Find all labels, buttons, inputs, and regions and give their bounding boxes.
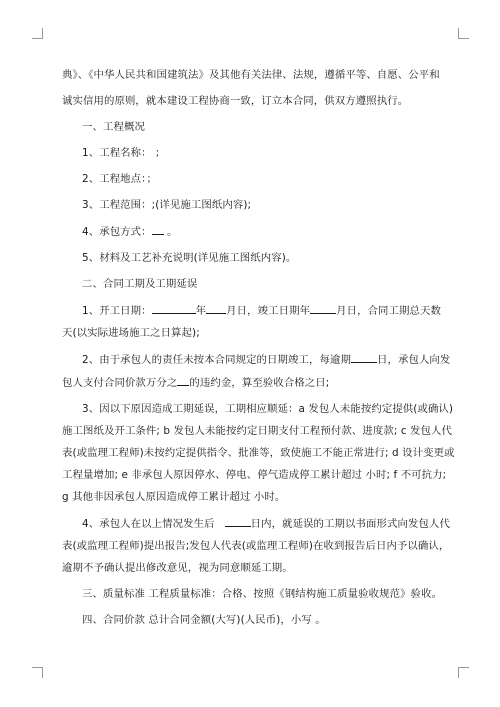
- paragraph-line: [62, 374, 442, 391]
- text-run: 日内，就延误的工期以书面形式向发包人代: [250, 518, 450, 530]
- paragraph-line: 施工图纸及开工条件; b 发包人未能按约定日期支付工程预付款、进度款; c 发包人代: [62, 425, 452, 437]
- blank-field: [206, 302, 226, 314]
- paragraph-line: 三、质量标准 工程质量标准：合格、按照《钢结构施工质量验收规范》验收。: [82, 588, 443, 600]
- blank-field: [177, 374, 189, 386]
- paragraph-line: 典》、《中华人民共和国建筑法》及其他有关法律、法规，遵循平等、自愿、公平和: [62, 69, 440, 81]
- paragraph-line: 逾期不予确认提出修改意见，视为同意顺延工期。: [62, 562, 293, 574]
- paragraph-line: 3、因以下原因造成工期延误，工期相应顺延：a 发包人未能按约定提供(或确认): [82, 403, 454, 415]
- blank-field: [310, 302, 336, 314]
- text-run: 4、承包人在以上情况发生后: [82, 518, 215, 530]
- crop-mark-bottom-left: [32, 667, 43, 678]
- paragraph-line: g 其他非因承包人原因造成停工累计超过 小时。: [62, 491, 286, 503]
- text-run: 年: [195, 305, 207, 317]
- crop-mark-top-left: [32, 28, 43, 39]
- list-item: 2、工程地点：；: [82, 173, 157, 185]
- item-label: 4、承包方式：: [82, 226, 152, 238]
- text-run: 月日，合同工期总天数: [336, 305, 441, 317]
- text-run: 日，承包人向发: [376, 354, 451, 366]
- text-run: 月日，竣工日期年: [226, 305, 311, 317]
- list-item: [62, 223, 442, 240]
- text-run: 的违约金，算至验收合格之日;: [189, 377, 330, 389]
- list-item: 3、工程范围：;(详见施工图纸内容);: [82, 199, 252, 211]
- document-body: [62, 67, 455, 638]
- text-run: 2、由于承包人的责任未按本合同规定的日期竣工，每逾期: [82, 354, 351, 366]
- paragraph-line: 表(或监理工程师)提出报告;发包人代表(或监理工程师)在收到报告后日内予以确认，: [62, 540, 450, 552]
- paragraph-line: [62, 515, 450, 532]
- paragraph-line: [62, 302, 442, 319]
- blank-field: [351, 351, 377, 363]
- paragraph-line: 表(或监理工程师)未按约定提供指令、批准等，致使施工不能正常进行; d 设计变更或: [62, 447, 455, 459]
- list-item: 5、材料及工艺补充说明(详见施工图纸内容)。: [82, 252, 297, 264]
- text-run: 1、开工日期：: [82, 305, 152, 317]
- blank-field: [225, 515, 251, 527]
- paragraph-line: [62, 351, 451, 368]
- paragraph-line: 天(以实际进场施工之日算起);: [62, 327, 200, 339]
- blank-field: [152, 223, 164, 235]
- item-suffix: 。: [163, 226, 178, 238]
- crop-mark-bottom-right: [458, 667, 469, 678]
- list-item: 1、工程名称： ；: [82, 147, 166, 159]
- blank-field: [152, 302, 196, 314]
- paragraph-line: 工程量增加; e 非承包人原因停水、停电、停气造成停工累计超过 小时; f 不可抗力;: [62, 469, 447, 481]
- section-heading: 一、工程概况: [82, 121, 145, 133]
- paragraph-line: 四、合同价款 总计合同金额(大写)(人民币)，小写 。: [82, 614, 326, 626]
- section-heading: 二、合同工期及工期延误: [82, 278, 198, 290]
- text-run: 包人支付合同价款万分之: [62, 377, 178, 389]
- paragraph-line: 诚实信用的原则，就本建设工程协商一致，订立本合同，供双方遵照执行。: [62, 95, 409, 107]
- crop-mark-top-right: [458, 28, 469, 39]
